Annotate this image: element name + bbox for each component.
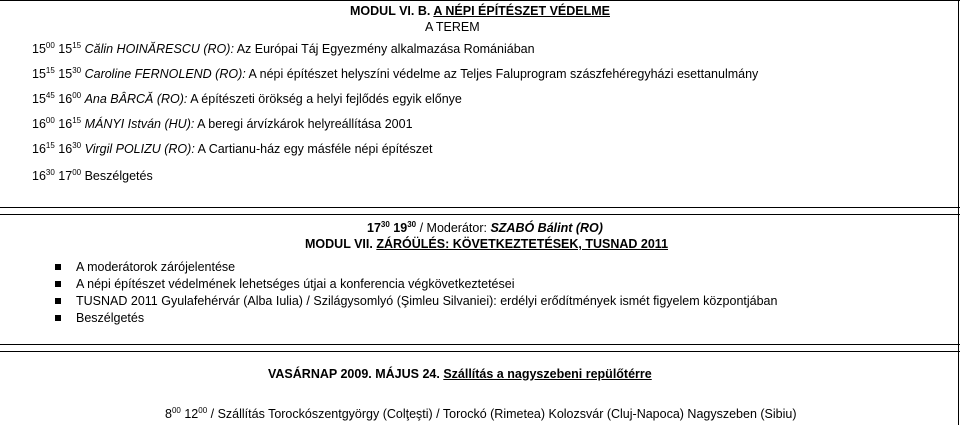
session-topic: Az Európai Táj Egyezmény alkalmazása Romániában [233,42,535,56]
session-speaker: Călin HOINĂRESCU (RO): [84,42,234,56]
session-row: $15^{00}$ $15^{15}$ Călin HOINĂRESCU (RO): Az Európai Táj Egyezmény alkalmazása Romániában [32,41,535,56]
sunday-heading: VASÁRNAP 2009. MÁJUS 24. Szállítás a nagyszebeni repülőtérre [268,367,652,381]
session-topic: A beregi árvízkárok helyreállítása 2001 [194,117,413,131]
modul7-time-moderator: $17^{30}$ $19^{30}$ / Moderátor: SZABÓ Bálint (RO) [367,220,603,235]
bullet-icon [55,281,61,287]
table-row-divider [0,214,960,215]
sunday-route: $8^{00}$ $12^{00}$ / Szállítás Torockószentgyörgy (Colţeşti) / Torockó (Rimetea) Kolozsvár (Cluj-Napoca) Nagyszeben (Sibiu) [165,406,797,421]
list-item: Beszélgetés [76,311,145,325]
moderator-name: SZABÓ Bálint (RO) [490,221,603,235]
session-row: $16^{30}$ $17^{00}$ Beszélgetés [32,168,153,183]
bullet-icon [55,315,61,321]
session-speaker: Ana BÂRCĂ (RO): [84,92,188,106]
session-topic: A építészeti örökség a helyi fejlődés egyik előnye [187,92,462,106]
session-topic: A népi építészet helyszíni védelme az Teljes Faluprogram szászfehéregyházi esettanulmány [245,67,759,81]
modul6-title: MODUL VI. B. A NÉPI ÉPÍTÉSZET VÉDELME [350,4,610,18]
session-row: $15^{45}$ $16^{00}$ Ana BÂRCĂ (RO): A építészeti örökség a helyi fejlődés egyik előnye [32,91,462,106]
session-row: $16^{15}$ $16^{30}$ Virgil POLIZU (RO): A Cartianu-ház egy másféle népi építészet [32,141,433,156]
list-item: A moderátorok zárójelentése [76,260,236,274]
table-row-divider [0,344,960,345]
table-top-border [0,0,960,1]
session-speaker: Virgil POLIZU (RO): [84,142,195,156]
modul6-room: A TEREM [425,20,480,34]
bullet-icon [55,264,61,270]
session-speaker: Caroline FERNOLEND (RO): [84,67,246,81]
session-row: $15^{15}$ $15^{30}$ Caroline FERNOLEND (RO): A népi építészet helyszíni védelme az Teljes Faluprogram szászfehéregyházi esettanulmány [32,66,759,81]
bullet-icon [55,298,61,304]
list-item: A népi építészet védelmének lehetséges útjai a konferencia végkövetkeztetései [76,277,515,291]
table-right-border [958,0,959,425]
table-row-divider [0,351,960,352]
session-row: $16^{00}$ $16^{15}$ MÁNYI István (HU): A beregi árvízkárok helyreállítása 2001 [32,116,413,131]
modul7-title: MODUL VII. ZÁRÓÜLÉS: KÖVETKEZTETÉSEK, TUSNAD 2011 [305,237,669,251]
table-row-divider [0,207,960,208]
session-topic: A Cartianu-ház egy másféle népi építészet [194,142,433,156]
session-topic: Beszélgetés [84,169,153,183]
list-item: TUSNAD 2011 Gyulafehérvár (Alba Iulia) / Szilágysomlyó (Şimleu Silvaniei): erdélyi erődítmények ismét figyelem központjában [76,294,778,308]
session-speaker: MÁNYI István (HU): [84,117,195,131]
